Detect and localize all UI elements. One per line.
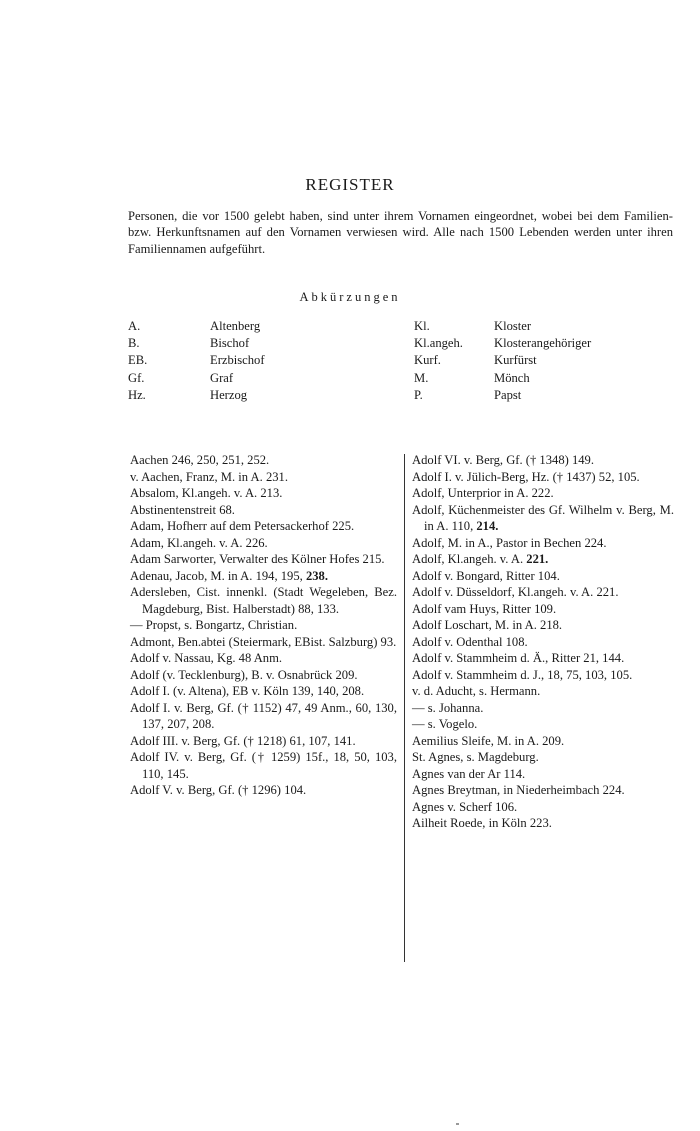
- abbreviation-row: [128, 387, 265, 404]
- abbreviation: B.: [128, 336, 140, 351]
- abbreviations-left: [128, 318, 265, 404]
- abbreviation: Hz.: [128, 387, 146, 402]
- index-entry-text: — s. Johanna.: [412, 700, 484, 715]
- index-entry: [412, 551, 674, 568]
- abbreviation: Kl.angeh.: [414, 336, 463, 351]
- index-entry: [412, 469, 674, 486]
- abbreviation-row: [128, 335, 265, 352]
- abbreviation-meaning: Papst: [494, 387, 522, 402]
- abbreviation: EB.: [128, 353, 148, 368]
- index-entry-text: Adolf III. v. Berg, Gf. († 1218) 61, 107, 141.: [130, 733, 356, 748]
- index-entry: [412, 733, 674, 750]
- index-entry: [412, 502, 674, 535]
- index-entry-text: Adolf v. Stammheim d. Ä., Ritter 21, 144.: [412, 651, 625, 665]
- index-entry-text: Adolf I. v. Jülich-Berg, Hz. († 1437) 52, 105.: [412, 469, 640, 484]
- index-entry-text: Abstinentenstreit 68.: [130, 502, 235, 517]
- index-entry: [130, 667, 397, 684]
- index-entry-bold-page: 238.: [305, 568, 328, 583]
- index-entry-text: Adolf, Kl.angeh. v. A.: [412, 552, 524, 566]
- abbreviation: P.: [414, 387, 423, 402]
- index-column-right: [412, 452, 674, 832]
- abbreviation-row: [414, 370, 591, 387]
- index-entry: [412, 749, 674, 766]
- index-entry: [412, 683, 674, 700]
- index-entry-text: Adolf, Küchenmeister des Gf. Wilhelm v. Berg, M. in A. 110,: [412, 502, 674, 533]
- index-entry: [412, 568, 674, 585]
- abbreviation: Kurf.: [414, 353, 441, 368]
- index-entry-text: Agnes van der Ar 114.: [412, 766, 526, 781]
- index-entry-text: St. Agnes, s. Magdeburg.: [412, 750, 539, 764]
- abbreviations-right: [414, 318, 591, 404]
- abbreviation-meaning: Altenberg: [210, 319, 261, 333]
- index-entry: [412, 650, 674, 667]
- index-entry-text: Adolf Loschart, M. in A. 218.: [412, 618, 563, 632]
- index-entry-text: Aachen 246, 250, 251, 252.: [130, 453, 270, 467]
- index-entry: [130, 502, 397, 519]
- page-mark: [456, 1123, 459, 1125]
- index-entry-text: Adolf, Unterprior in A. 222.: [412, 486, 554, 500]
- index-entry-text: Adolf, M. in A., Pastor in Bechen 224.: [412, 535, 607, 550]
- abbreviation-meaning: Herzog: [210, 387, 248, 402]
- index-entry: [130, 535, 397, 552]
- index-entry: [412, 584, 674, 601]
- index-entry: [412, 452, 674, 469]
- abbreviation: M.: [414, 370, 429, 385]
- abbreviation-row: [414, 352, 591, 369]
- index-entry: [130, 485, 397, 502]
- index-entry: [412, 634, 674, 651]
- index-entry: [412, 716, 674, 733]
- index-entry: [412, 815, 674, 832]
- index-entry: [412, 766, 674, 783]
- index-entry: [130, 469, 397, 486]
- index-entry: [412, 700, 674, 717]
- index-entry: [130, 733, 397, 750]
- index-entry-text: Adersleben, Cist. innenkl. (Stadt Wegeleben, Bez. Magdeburg, Bist. Halberstadt) 88, 133.: [130, 585, 397, 616]
- index-entry-text: Ailheit Roede, in Köln 223.: [412, 816, 552, 830]
- index-entry: [130, 518, 397, 535]
- index-entry: [412, 617, 674, 634]
- page-title: REGISTER: [305, 175, 395, 194]
- abbreviation-meaning: Klosterangehöriger: [494, 336, 592, 351]
- abbreviation-meaning: Graf: [210, 370, 234, 385]
- index-entry: [412, 782, 674, 799]
- index-entry-text: Aemilius Sleife, M. in A. 209.: [412, 733, 565, 748]
- index-entry-text: Adolf v. Odenthal 108.: [412, 634, 528, 649]
- index-entry-text: Absalom, Kl.angeh. v. A. 213.: [130, 486, 283, 500]
- index-entry-text: Adolf V. v. Berg, Gf. († 1296) 104.: [130, 783, 307, 797]
- abbreviation-meaning: Mönch: [494, 370, 530, 385]
- column-divider: [404, 454, 405, 962]
- index-entry: [130, 683, 397, 700]
- index-entry: [412, 799, 674, 816]
- abbreviation-row: [128, 352, 265, 369]
- index-entry-text: — s. Vogelo.: [412, 717, 478, 731]
- intro-paragraph: Personen, die vor 1500 gelebt haben, sind unter ihrem Vornamen eingeordnet, wobei bei dem Familien- bzw. Herkunftsnamen auf den Vornamen verwiesen wird. Alle nach 1500 Lebenden werden unter ihren Familiennamen aufgeführt.: [128, 209, 673, 256]
- abbreviation: Kl.: [414, 319, 430, 333]
- index-entry: [130, 782, 397, 799]
- index-entry-text: Adolf I. v. Berg, Gf. († 1152) 47, 49 Anm., 60, 130, 137, 207, 208.: [130, 700, 397, 731]
- index-entry-text: Admont, Ben.abtei (Steiermark, EBist. Salzburg) 93.: [130, 634, 397, 649]
- index-entry: [412, 601, 674, 618]
- index-entry-text: Agnes Breytman, in Niederheimbach 224.: [412, 783, 625, 797]
- index-entry-bold-page: 221.: [526, 552, 549, 566]
- index-entry-text: Adolf v. Bongard, Ritter 104.: [412, 568, 560, 583]
- index-entry: [130, 634, 397, 651]
- index-entry-text: Adolf vam Huys, Ritter 109.: [412, 601, 557, 616]
- index-entry: [412, 667, 674, 684]
- index-entry: [412, 485, 674, 502]
- index-entry: [130, 749, 397, 782]
- index-entry: [412, 535, 674, 552]
- index-entry: [130, 452, 397, 469]
- abbreviation-meaning: Bischof: [210, 336, 250, 351]
- abbreviations-heading: Abkürzungen: [299, 290, 401, 304]
- abbreviation-row: [128, 318, 265, 335]
- index-entry-text: Adolf VI. v. Berg, Gf. († 1348) 149.: [412, 453, 595, 467]
- abbreviation-row: [414, 387, 591, 404]
- index-entry-text: Adolf I. (v. Altena), EB v. Köln 139, 140, 208.: [130, 684, 365, 698]
- index-column-left: [130, 452, 397, 799]
- index-entry: [130, 568, 397, 585]
- index-entry-text: Adolf v. Nassau, Kg. 48 Anm.: [130, 651, 283, 665]
- index-entry-text: Adolf v. Stammheim d. J., 18, 75, 103, 105.: [412, 667, 633, 682]
- index-entry-text: Adolf IV. v. Berg, Gf. († 1259) 15f., 18, 50, 103, 110, 145.: [130, 750, 397, 781]
- index-entry-text: Adolf v. Düsseldorf, Kl.angeh. v. A. 221.: [412, 585, 619, 599]
- index-entry: [130, 650, 397, 667]
- index-entry-text: Adam Sarworter, Verwalter des Kölner Hofes 215.: [130, 552, 385, 566]
- abbreviation-row: [414, 335, 591, 352]
- index-entry-text: — Propst, s. Bongartz, Christian.: [130, 618, 298, 632]
- abbreviation-row: [128, 370, 265, 387]
- index-entry: [130, 700, 397, 733]
- index-entry-text: v. Aachen, Franz, M. in A. 231.: [130, 469, 288, 484]
- abbreviation: A.: [128, 319, 141, 333]
- abbreviation-meaning: Erzbischof: [210, 353, 265, 368]
- index-entry: [130, 551, 397, 568]
- abbreviation-row: [414, 318, 591, 335]
- abbreviation-meaning: Kurfürst: [494, 353, 537, 368]
- index-entry: [130, 584, 397, 617]
- index-entry: [130, 617, 397, 634]
- index-entry-bold-page: 214.: [476, 519, 499, 533]
- index-entry-text: Adam, Kl.angeh. v. A. 226.: [130, 535, 268, 550]
- abbreviation: Gf.: [128, 370, 145, 385]
- index-entry-text: Adolf (v. Tecklenburg), B. v. Osnabrück 209.: [130, 667, 358, 682]
- index-entry-text: Adam, Hofherr auf dem Petersackerhof 225.: [130, 519, 355, 533]
- index-entry-text: Agnes v. Scherf 106.: [412, 799, 518, 814]
- abbreviation-meaning: Kloster: [494, 319, 532, 333]
- index-entry-text: Adenau, Jacob, M. in A. 194, 195,: [130, 568, 303, 583]
- index-entry-text: v. d. Aducht, s. Hermann.: [412, 684, 541, 698]
